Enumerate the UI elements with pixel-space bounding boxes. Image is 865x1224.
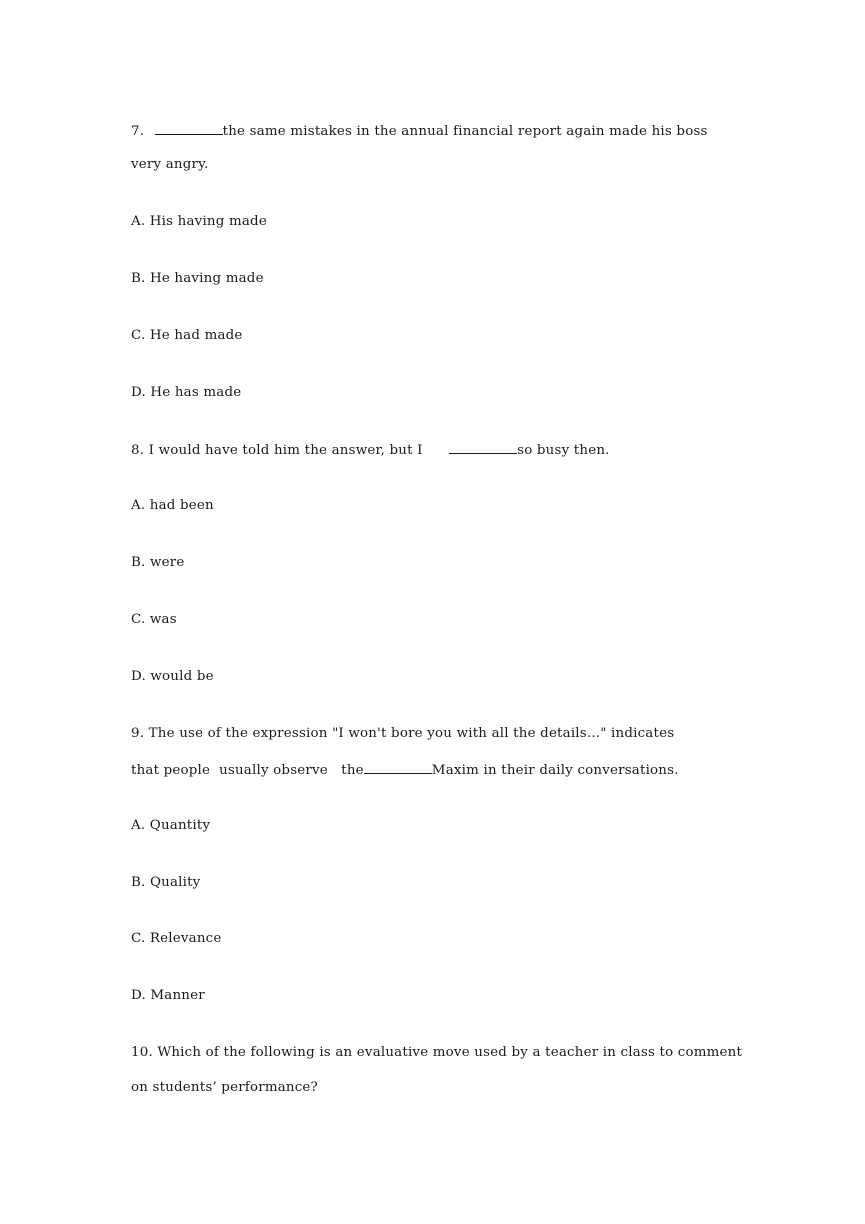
q9-number: 9. [131,726,145,741]
q7-option-d: D. He has made [131,385,242,400]
q9-option-d: D. Manner [131,988,205,1003]
q7-option-b: B. He having made [131,271,264,286]
q7-stem-line2: very angry. [131,157,209,172]
q8-number: 8. [131,443,145,458]
q7-option-a: A. His having made [131,214,267,229]
q9-option-b: B. Quality [131,875,201,890]
q9-stem-line1 [131,725,674,743]
q7-stem-line1 [131,121,708,141]
q7-option-c: C. He had made [131,328,243,343]
q10-stem-text: Which of the following is an evaluative move used by a teacher in class to comment [157,1045,743,1060]
q10-number: 10. [131,1045,153,1060]
q8-answer-blank [449,440,517,454]
q8-stem-after: so busy then. [517,443,610,458]
q8-option-b: B. were [131,555,185,570]
q7-number: 7. [131,124,145,139]
q9-option-a: A. Quantity [131,818,211,833]
q7-answer-blank [155,121,223,135]
q8-stem-before: I would have told him the answer, but I [148,443,423,458]
q9-option-c: C. Relevance [131,931,222,946]
q9-stem-before: that people usually observe the [131,763,364,778]
q9-stem-text: The use of the expression "I won't bore you with all the details..." indicates [148,726,675,741]
q9-answer-blank [364,760,432,774]
q8-option-d: D. would be [131,669,214,684]
q7-stem-text: the same mistakes in the annual financial report again made his boss [222,124,708,139]
q8-option-a: A. had been [131,498,214,513]
q9-stem-after: Maxim in their daily conversations. [431,763,679,778]
q8-option-c: C. was [131,612,177,627]
q10-stem-line1 [131,1044,742,1062]
q8-stem [131,440,610,460]
q10-stem-line2: on students’ performance? [131,1080,318,1095]
q9-stem-line2 [131,760,679,780]
